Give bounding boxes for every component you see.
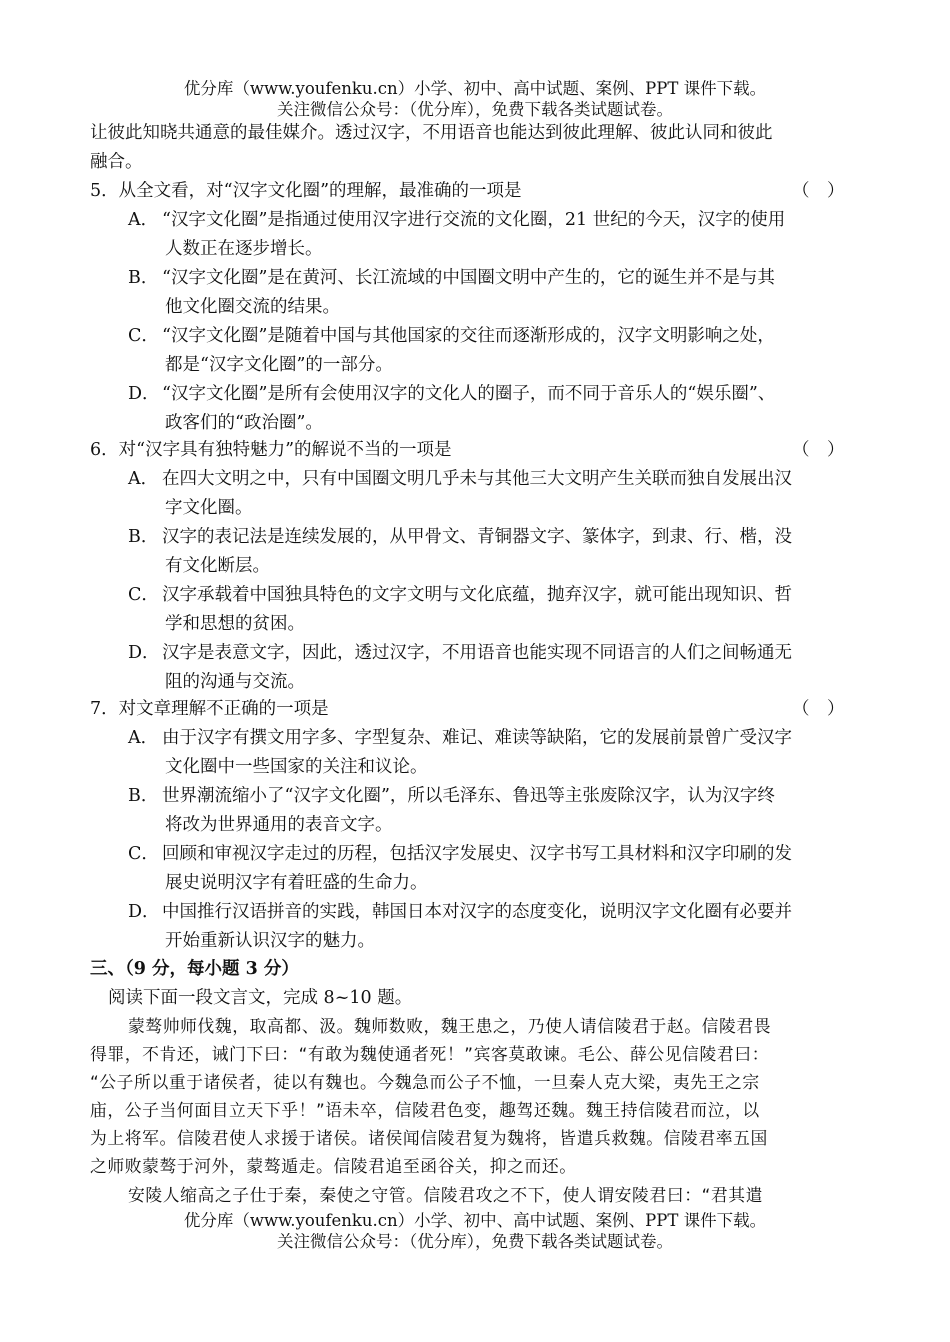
question-5-stem: 5．从全文看，对“汉字文化圈”的理解，最准确的一项是 xyxy=(90,181,522,201)
q5-option-b-cont: 他文化圈交流的结果。 xyxy=(165,297,340,317)
option-letter: C． xyxy=(128,585,159,605)
question-6-answer-blank: （ ） xyxy=(792,440,845,460)
q7-option-b-cont: 将改为世界通用的表音文字。 xyxy=(165,815,393,835)
section-3-title: 三、（9 分，每小题 3 分） xyxy=(90,959,299,979)
passage-line-7: 安陵人缩高之子仕于秦，秦使之守管。信陵君攻之不下，使人谓安陵君曰：“君其遣 xyxy=(128,1185,764,1205)
q7-option-b xyxy=(128,782,775,810)
q5-option-c-cont: 都是“汉字文化圈”的一部分。 xyxy=(165,355,393,375)
option-letter: A． xyxy=(128,728,159,748)
option-text: “汉字文化圈”是指通过使用汉字进行交流的文化圈，21 世纪的今天，汉字的使用 xyxy=(162,210,786,230)
option-letter: D． xyxy=(128,384,160,404)
page-footer xyxy=(0,1210,950,1252)
footer-line-2: 关注微信公众号：（优分库），免费下载各类试题试卷。 xyxy=(277,1232,673,1251)
passage-line-4: 庙，公子当何面目立天下乎！”语未卒，信陵君色变，趣驾还魏。魏王持信陵君而泣，以 xyxy=(90,1100,760,1120)
q6-option-c xyxy=(128,581,792,609)
page-header xyxy=(0,78,950,120)
q7-option-a xyxy=(128,724,792,752)
q6-option-c-cont: 学和思想的贫困。 xyxy=(165,614,305,634)
q7-option-d xyxy=(128,898,792,926)
section-3-instruction: 阅读下面一段文言文，完成 8~10 题。 xyxy=(108,988,413,1008)
q5-option-a-cont: 人数正在逐步增长。 xyxy=(165,239,323,259)
q5-option-c xyxy=(128,322,775,350)
option-text: 汉字是表意文字，因此，透过汉字，不用语音也能实现不同语言的人们之间畅通无 xyxy=(162,643,792,663)
option-letter: B． xyxy=(128,786,159,806)
option-letter: C． xyxy=(128,326,159,346)
passage-line-1: 蒙骜帅师伐魏，取高都、汲。魏师数败，魏王患之，乃使人请信陵君于赵。信陵君畏 xyxy=(128,1016,772,1036)
option-text: 由于汉字有撰文用字多、字型复杂、难记、难读等缺陷，它的发展前景曾广受汉字 xyxy=(162,728,792,748)
intro-line-1: 让彼此知晓共通意的最佳媒介。透过汉字，不用语音也能达到彼此理解、彼此认同和彼此 xyxy=(90,123,773,143)
q6-option-a xyxy=(128,465,792,493)
q6-option-a-cont: 字文化圈。 xyxy=(165,498,253,518)
header-line-2: 关注微信公众号：（优分库），免费下载各类试题试卷。 xyxy=(277,100,673,119)
passage-line-5: 为上将军。信陵君使人求援于诸侯。诸侯闻信陵君复为魏将，皆遣兵救魏。信陵君率五国 xyxy=(90,1128,768,1148)
q6-option-d-cont: 阻的沟通与交流。 xyxy=(165,672,305,692)
option-text: 中国推行汉语拼音的实践，韩国日本对汉字的态度变化，说明汉字文化圈有必要并 xyxy=(162,902,792,922)
q7-option-d-cont: 开始重新认识汉字的魅力。 xyxy=(165,931,375,951)
q7-option-a-cont: 文化圈中一些国家的关注和议论。 xyxy=(165,757,428,777)
question-7-answer-blank: （ ） xyxy=(792,699,845,719)
option-text: 汉字承载着中国独具特色的文字文明与文化底蕴，抛弃汉字，就可能出现知识、哲 xyxy=(162,585,792,605)
intro-line-2: 融合。 xyxy=(90,152,143,172)
passage-line-3: “公子所以重于诸侯者，徒以有魏也。今魏急而公子不恤，一旦秦人克大梁，夷先王之宗 xyxy=(90,1072,760,1092)
footer-line-1: 优分库（www.youfenku.cn）小学、初中、高中试题、案例、PPT 课件下载。 xyxy=(183,1211,767,1230)
option-letter: C． xyxy=(128,844,159,864)
option-letter: D． xyxy=(128,643,160,663)
q7-option-c xyxy=(128,840,792,868)
option-letter: B． xyxy=(128,527,159,547)
question-6-stem: 6．对“汉字具有独特魅力”的解说不当的一项是 xyxy=(90,440,452,460)
q5-option-d xyxy=(128,380,775,408)
option-text: “汉字文化圈”是在黄河、长江流域的中国圈文明中产生的，它的诞生并不是与其 xyxy=(162,268,775,288)
option-text: “汉字文化圈”是随着中国与其他国家的交往而逐渐形成的，汉字文明影响之处， xyxy=(162,326,775,346)
question-7-stem: 7．对文章理解不正确的一项是 xyxy=(90,699,329,719)
q7-option-c-cont: 展史说明汉字有着旺盛的生命力。 xyxy=(165,873,428,893)
q5-option-b xyxy=(128,264,775,292)
option-letter: A． xyxy=(128,469,159,489)
option-text: 世界潮流缩小了“汉字文化圈”，所以毛泽东、鲁迅等主张废除汉字，认为汉字终 xyxy=(162,786,775,806)
option-text: 汉字的表记法是连续发展的，从甲骨文、青铜器文字、篆体字，到隶、行、楷，没 xyxy=(162,527,792,547)
passage-line-6: 之师败蒙骜于河外，蒙骜遁走。信陵君追至函谷关，抑之而还。 xyxy=(90,1156,577,1176)
option-text: 回顾和审视汉字走过的历程，包括汉字发展史、汉字书写工具材料和汉字印刷的发 xyxy=(162,844,792,864)
option-letter: B． xyxy=(128,268,159,288)
q6-option-d xyxy=(128,639,792,667)
q6-option-b xyxy=(128,523,792,551)
option-letter: D． xyxy=(128,902,160,922)
passage-line-2: 得罪，不肯还，诫门下曰：“有敢为魏使通者死！”宾客莫敢谏。毛公、薛公见信陵君曰： xyxy=(90,1044,770,1064)
question-5-answer-blank: （ ） xyxy=(792,181,845,201)
option-letter: A． xyxy=(128,210,159,230)
option-text: 在四大文明之中，只有中国圈文明几乎未与其他三大文明产生关联而独自发展出汉 xyxy=(162,469,792,489)
q5-option-d-cont: 政客们的“政治圈”。 xyxy=(165,413,323,433)
option-text: “汉字文化圈”是所有会使用汉字的文化人的圈子，而不同于音乐人的“娱乐圈”、 xyxy=(162,384,776,404)
q6-option-b-cont: 有文化断层。 xyxy=(165,556,270,576)
q5-option-a xyxy=(128,206,785,234)
header-line-1: 优分库（www.youfenku.cn）小学、初中、高中试题、案例、PPT 课件下载。 xyxy=(183,79,767,98)
